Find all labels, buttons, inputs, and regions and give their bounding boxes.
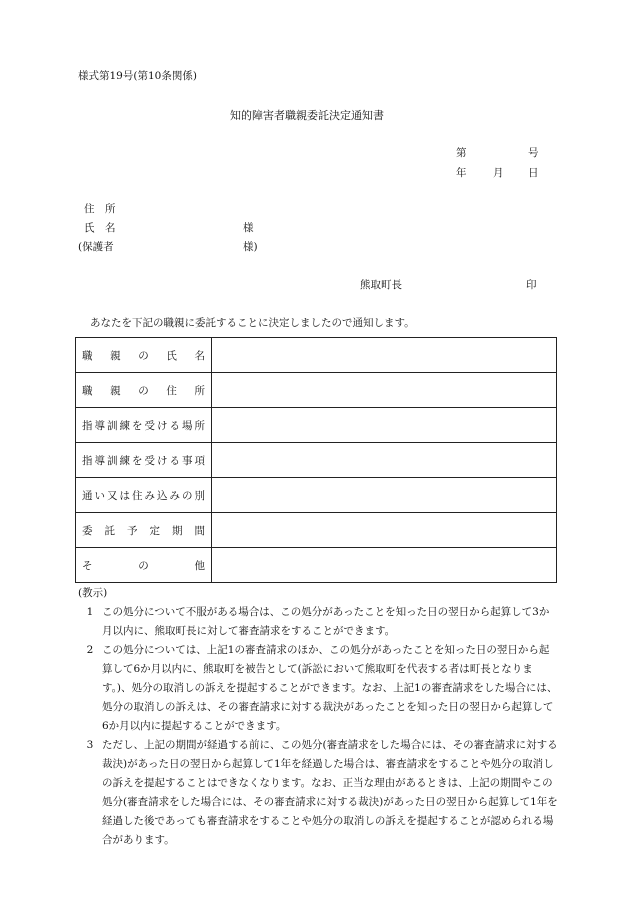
row-label-cell [76,408,212,443]
notice-item-text: この処分について不服がある場合は、この処分があったことを知った日の翌日から起算して3か月以内に、熊取町長に対して審査請求をすることができます。 [102,606,550,637]
notice-item-text: この処分については、上記1の審査請求のほか、この処分があったことを知った日の翌日から起算して6か月以内に、熊取町を被告として(訴訟において熊取町を代表する者は町長となります。)、処分の取消しの訴えを提起することができます。なお、上記1の審査請求をした場合には、処分の取消しの訴えは、その審査請求に対する裁決があったことを知った日の翌日から起算して6か月以内に提起することができます。 [102,644,558,732]
row-value-cell[interactable] [212,513,557,548]
date-month: 月 [493,167,504,179]
notice-item-number: 1 [86,606,94,618]
row-label: そ の 他 [82,559,205,572]
address-label: 住 所 [84,203,116,215]
notice-item [78,736,558,850]
notice-item-text: ただし、上記の期間が経過する前に、この処分(審査請求をした場合には、その審査請求に対する裁決)があった日の翌日から起算して1年を経過した場合は、審査請求をすることや処分の取消しの訴えを提起することはできなくなります。なお、正当な理由があるときは、上記の期間やこの処分(審査請求をした場合には、その審査請求に対する裁決)があった日の翌日から起算して1年を経過した後であっても審査請求をすることや処分の取消しの訴えを提起することが認められる場合があります。 [102,739,558,846]
notice-item [78,641,558,736]
row-label: 指 導 訓 練 を 受 け る 場 所 [82,419,205,432]
sama-suffix: 様 [243,222,254,234]
table-row [76,443,557,478]
form-number: 様式第19号(第10条関係) [78,70,197,82]
table-row [76,408,557,443]
row-value-cell[interactable] [212,338,557,373]
table-row [76,478,557,513]
row-value-cell[interactable] [212,373,557,408]
doc-number-go: 号 [528,147,539,159]
row-value-cell[interactable] [212,478,557,513]
row-label-cell [76,443,212,478]
notice-section [78,584,558,850]
notice-heading: (教示) [78,587,108,599]
issuer-title: 熊取町長 [360,279,402,291]
row-label-cell [76,338,212,373]
row-value-cell[interactable] [212,443,557,478]
table-row [76,548,557,583]
consignment-table [75,337,557,583]
row-label: 通 い 又 は 住 み 込 み の 別 [82,489,205,502]
date-day: 日 [528,167,539,179]
row-label-cell [76,548,212,583]
table-row [76,373,557,408]
date-year: 年 [456,167,467,179]
row-value-cell[interactable] [212,548,557,583]
name-label: 氏 名 [84,222,116,234]
notice-item [78,603,558,641]
row-label-cell [76,373,212,408]
notice-item-number: 2 [86,644,94,656]
guardian-label: (保護者 [78,241,114,253]
row-label-cell [76,478,212,513]
row-label-cell [76,513,212,548]
row-value-cell[interactable] [212,408,557,443]
guardian-sama-suffix: 様) [243,241,258,253]
document-title: 知的障害者職親委託決定通知書 [230,109,384,122]
row-label: 職 親 の 氏 名 [82,349,205,362]
row-label: 指 導 訓 練 を 受 け る 事 項 [82,454,205,467]
intro-text: あなたを下記の職親に委託することに決定しましたので通知します。 [90,317,415,329]
notice-item-number: 3 [86,739,94,751]
table-row [76,513,557,548]
doc-number-dai: 第 [456,147,467,159]
table-row [76,338,557,373]
row-label: 職 親 の 住 所 [82,384,205,397]
row-label: 委 託 予 定 期 間 [82,524,205,537]
seal-mark: 印 [526,279,537,291]
